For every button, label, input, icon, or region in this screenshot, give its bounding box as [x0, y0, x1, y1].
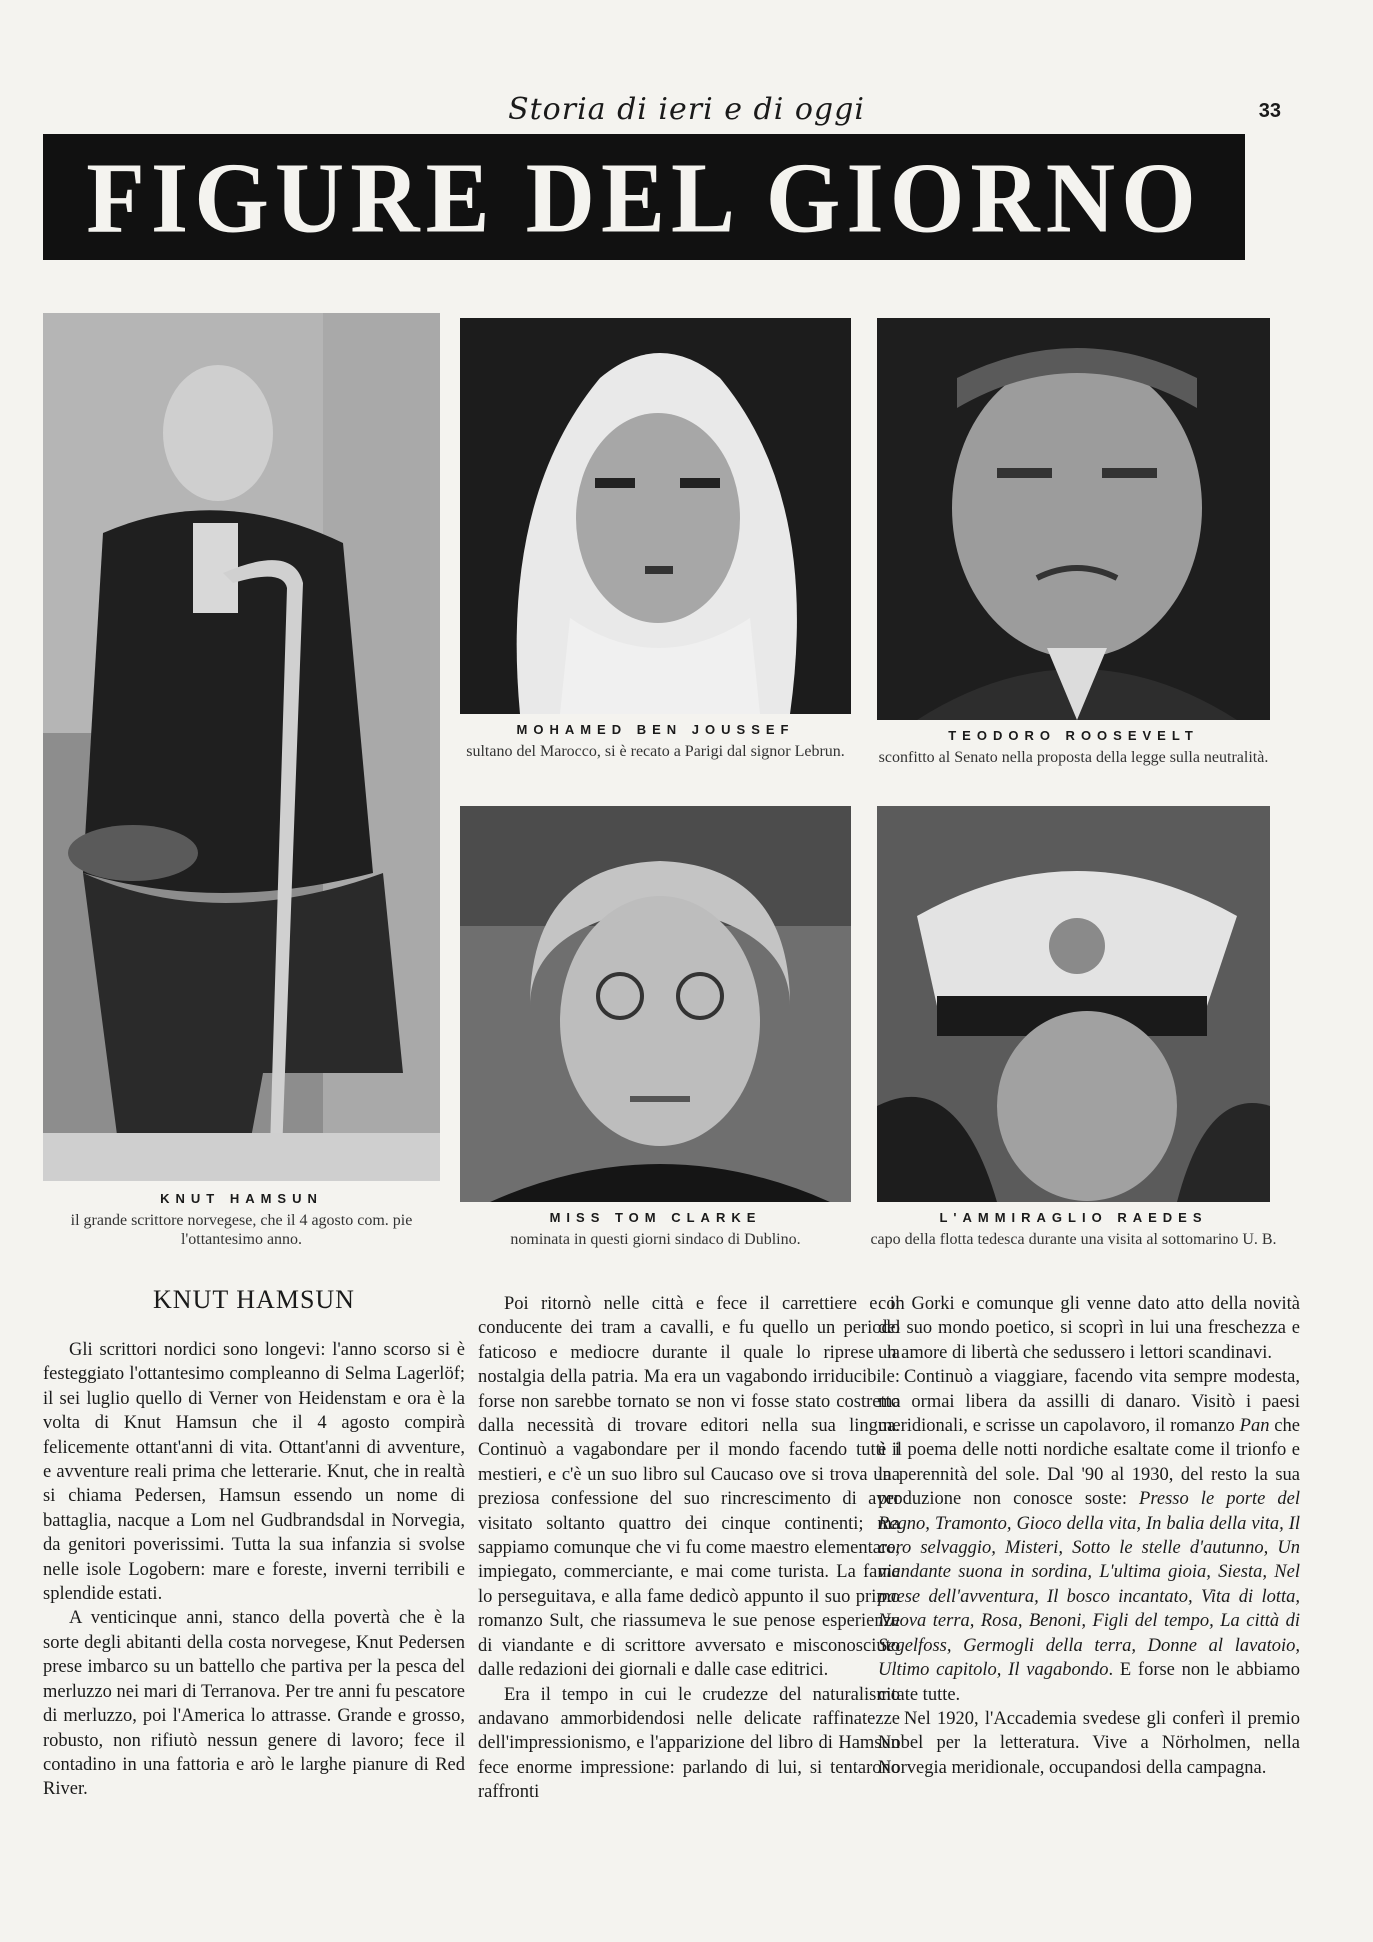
article-paragraph: Era il tempo in cui le crudezze del naturalismo andavano ammorbidendosi nelle delicate raffinatezze dell'impressionismo, e l'apparizione del libro di Hamsun fece enorme impressione: parlando di lui, si tentarono raffronti — [478, 1684, 900, 1803]
article-column-3 — [878, 1292, 1300, 1780]
caption-name: MISS TOM CLARKE — [549, 1210, 762, 1225]
caption-text: il grande scrittore norvegese, che il 4 agosto com. pie l'ottantesimo anno. — [70, 1212, 413, 1248]
caption-text: sultano del Marocco, si è recato a Parigi dal signor Lebrun. — [466, 743, 845, 760]
article-column-1 — [43, 1338, 465, 1802]
caption-text: nominata in questi giorni sindaco di Dublino. — [510, 1231, 801, 1248]
photo-mohamed-ben-joussef — [460, 318, 851, 714]
article-column-2 — [478, 1292, 900, 1805]
article-paragraph: Gli scrittori nordici sono longevi: l'anno scorso si è festeggiato l'ottantesimo compleanno di Selma Lagerlöf; il sei luglio quello di Verner von Heidenstam e ora è la volta di Knut Hamsun che il 4 agosto compirà felicemente ottant'anni di vita. Ottant'anni di avventure, e avventure reali prima che letterarie. Knut, che in realtà si chiama Pedersen, Hamsun essendo un nome di battaglia, nacque a Lom nel Gudbrandsdal in Norvegia, da genitori poverissimi. Tutta la sua infanzia si svolse nelle isole Logobern: mare e foreste, inverni terribili e splendide estati. — [43, 1340, 465, 1605]
caption-mohamed-ben-joussef — [450, 722, 861, 761]
article-paragraph: con Gorki e comunque gli venne dato atto della novità del suo mondo poetico, si scoprì in lui una freschezza e un amore di libertà che sedussero i lettori scandinavi. — [878, 1294, 1300, 1363]
article-paragraph: Poi ritornò nelle città e fece il carrettiere e il conducente dei tram a cavalli, e fu quello un periodo faticoso e mediocre durante il quale lo riprese la nostalgia della patria. Ma era un vagabondo irriducibile: forse non sarebbe tornato se non vi fosse stato costretto dalla necessità di trovare editori nella sua lingua. Continuò a vagabondare per il mondo facendo tutti i mestieri, e c'è un suo libro sul Caucaso ove si trova una preziosa confessione del suo rincrescimento di aver visitato soltanto quattro dei cinque continenti; ma sappiamo comunque che vi fu come maestro elementare, impiegato, commerciante, e mai come turista. La fame lo perseguitava, e alla fame dedicò appunto il suo primo romanzo Sult, che riassumeva le sue penose esperienze di viandante e di scrittore avversato e misconosciuto dalle redazioni dei giornali e dalle case editrici. — [478, 1294, 900, 1681]
page-number: 33 — [1258, 100, 1281, 122]
caption-miss-tom-clarke — [450, 1210, 861, 1249]
caption-text: capo della flotta tedesca durante una visita al sottomarino U. B. — [870, 1231, 1277, 1248]
banner-title: FIGURE DEL GIORNO — [86, 140, 1202, 254]
caption-ammiraglio-raedes — [870, 1210, 1277, 1249]
article-title: KNUT HAMSUN — [153, 1285, 355, 1314]
article-paragraph: Nel 1920, l'Accademia svedese gli conferì il premio Nobel per la letteratura. Vive a Nörholmen, nella Norvegia meridionale, occupandosi della campagna. — [878, 1708, 1300, 1778]
caption-name: KNUT HAMSUN — [160, 1191, 323, 1206]
photo-teodoro-roosevelt — [877, 318, 1270, 720]
photo-knut-hamsun — [43, 313, 440, 1181]
caption-text: sconfitto al Senato nella proposta della legge sulla neutralità. — [878, 749, 1269, 766]
caption-name: L'AMMIRAGLIO RAEDES — [939, 1210, 1208, 1225]
article-title-pan: Pan — [1239, 1416, 1270, 1437]
article-works-list: Presso le porte del Regno, Tramonto, Gioco della vita, In balia della vita, Il coro selvaggio, Misteri, Sotto le stelle d'autunno, Un viandante suona in sordina, L'ultima gioia, Siesta, Nel paese dell'avventura, Il bosco incantato, Vita di lotta, Nuova terra, Rosa, Benoni, Figli del tempo, La città di Segelfoss, Germogli della terra, Donne al lavatoio, Ultimo capitolo, Il vagabondo — [878, 1489, 1300, 1681]
caption-name: TEODORO ROOSEVELT — [948, 728, 1199, 743]
caption-teodoro-roosevelt — [870, 728, 1277, 767]
article-text: Continuò a viaggiare, facendo vita sempre modesta, ma ormai libera da assilli di danaro. Visitò i paesi meridionali, e scrisse un capolavoro, il romanzo — [878, 1367, 1300, 1437]
article-paragraph — [878, 1365, 1300, 1707]
article-text: . E forse non le abbiamo citate tutte. — [878, 1660, 1300, 1705]
banner — [43, 134, 1245, 260]
caption-knut-hamsun — [43, 1191, 440, 1249]
photo-miss-tom-clarke — [460, 806, 851, 1202]
photo-ammiraglio-raedes — [877, 806, 1270, 1202]
caption-name: MOHAMED BEN JOUSSEF — [516, 722, 795, 737]
article-paragraph: A venticinque anni, stanco della povertà che è la sorte degli abitanti della costa norvegese, Knut Pedersen prese imbarco su un battello che partiva per la pesca del merluzzo nei mari di Terranova. Per tre anni fu pescatore di merluzzo, poi l'America lo attrasse. Grande e grosso, robusto, non rifiutò nessun genere di lavoro; fece il contadino in una fattoria e arò le larghe pianure di Red River. — [43, 1608, 465, 1800]
magazine-title: Storia di ieri e di oggi — [508, 92, 865, 127]
article-text: che è il poema delle notti nordiche esaltate come il trionfo e la perennità del sole. Dal '90 al 1930, del resto la sua produzione non conosce soste: — [878, 1416, 1300, 1510]
